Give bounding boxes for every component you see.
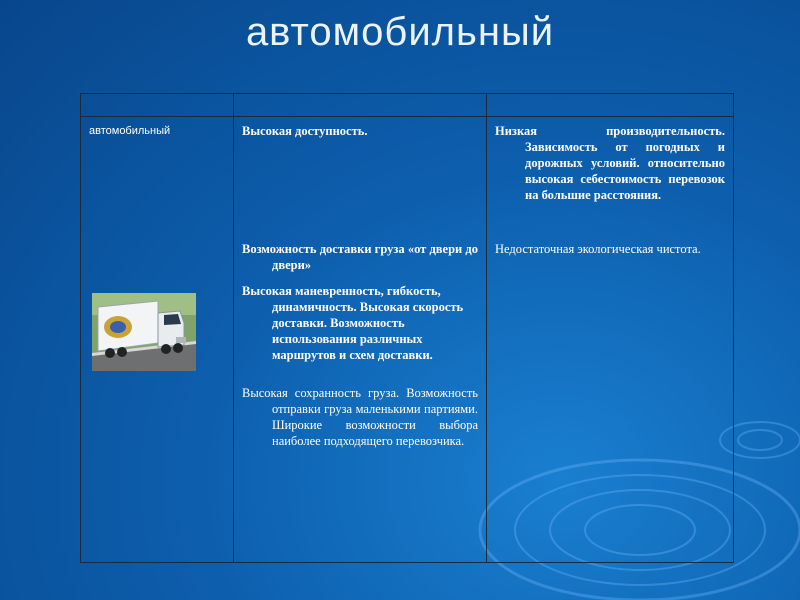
advantage-door-to-door: Возможность доставки груза «от двери до двери» [242,242,478,272]
truck-image [92,293,196,371]
header-cell [81,94,234,117]
advantage-safety: Высокая сохранность груза. Возможность отправки груза маленькими партиями. Широкие возможности выбора наиболее подходящего перевозчика. [242,386,478,448]
disadvantages-cell [487,117,734,563]
slide-title: автомобильный [245,10,555,54]
disadvantage-ecology: Недостаточная экологическая чистота. [495,242,701,256]
disadvantage-productivity: Низкая производительность. Зависимость от погодных и дорожных условий. относительно высокая себестоимость перевозок на большие расстояния. [495,124,725,202]
header-cell [234,94,487,117]
header-cell [487,94,734,117]
advantage-maneuverability: Высокая маневренность, гибкость, динамичность. Высокая скорость доставки. Возможность использования различных маршрутов и схем доставки. [242,284,464,362]
advantage-availability: Высокая доступность. [242,124,368,138]
advantages-cell [234,117,487,563]
row-label: автомобильный [89,125,171,137]
header-row [81,94,734,117]
